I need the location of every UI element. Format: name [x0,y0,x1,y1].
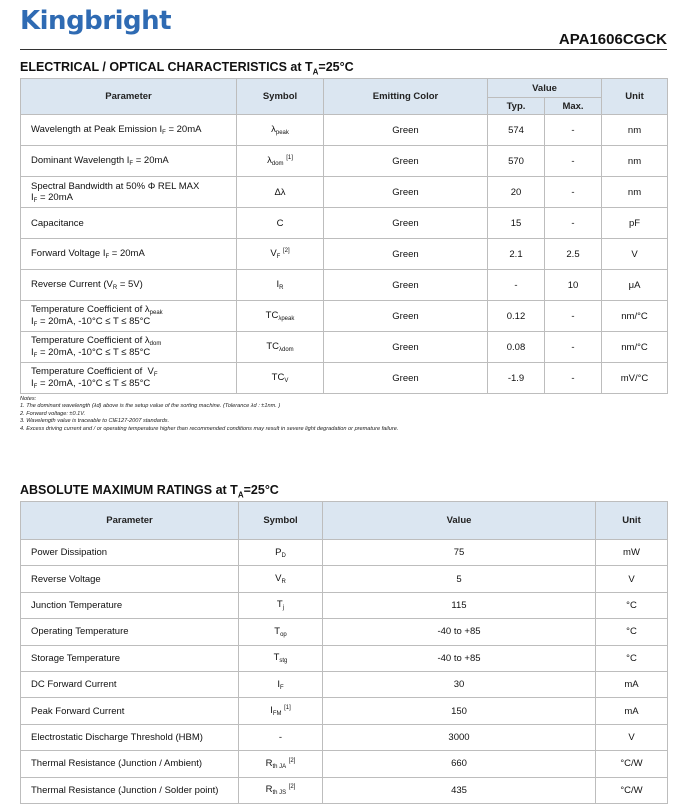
color-cell: Green [324,115,488,146]
unit-cell: mV/°C [602,363,668,394]
max-cell: 10 [545,270,602,301]
value-cell: 5 [323,566,596,592]
symbol-cell: $T_{op}$ [239,619,323,645]
col-header-value: Value [488,79,602,98]
note-item: 4. Excess driving current and / or operating temperature higher than recommended conditions may result in severe light degradation or premature failure. [20,425,399,432]
max-cell: - [545,208,602,239]
table-row [21,566,668,592]
unit-cell: V [596,724,668,750]
max-cell: - [545,177,602,208]
param-cell: DC Forward Current [21,671,239,697]
typ-cell: 15 [488,208,545,239]
color-cell: Green [324,146,488,177]
param-cell: Thermal Resistance (Junction / Solder point) [21,777,239,803]
part-number: APA1606CGCK [558,31,667,48]
max-cell: - [545,332,602,363]
notes-title: Notes: [20,396,37,402]
absolute-max-ratings-table [20,501,668,804]
symbol-cell: $R_{th JA}$ [2] [239,751,323,777]
unit-cell: V [596,566,668,592]
col-header-parameter: Parameter [21,502,239,540]
param-cell: Temperature Coefficient of $\lambda_{dom}$ $I_F = 20mA$, -10°C ≤ T ≤ 85°C [21,332,237,363]
value-cell: -40 to +85 [323,619,596,645]
value-cell: 30 [323,671,596,697]
symbol-cell: $T_j$ [239,592,323,618]
param-cell: Thermal Resistance (Junction / Ambient) [21,751,239,777]
typ-cell: - [488,270,545,301]
table-row [21,301,668,332]
col-header-symbol: Symbol [237,79,324,115]
symbol-cell: $P_D$ [239,540,323,566]
symbol-cell: - [239,724,323,750]
symbol-cell: $TC_{\lambda dom}$ [237,332,324,363]
symbol-cell: $I_F$ [239,671,323,697]
unit-cell: mA [596,671,668,697]
table-row [21,592,668,618]
symbol-cell: $T_{stg}$ [239,645,323,671]
table-row [21,671,668,697]
table-row [21,751,668,777]
col-header-unit: Unit [596,502,668,540]
color-cell: Green [324,363,488,394]
symbol-cell: $TC_V$ [237,363,324,394]
symbol-cell: $R_{th JS}$ [2] [239,777,323,803]
table-row [21,115,668,146]
param-cell: Wavelength at Peak Emission $I_F = 20mA$ [21,115,237,146]
symbol-cell: $TC_{\lambda peak}$ [237,301,324,332]
param-cell: Temperature Coefficient of $\lambda_{peak}$ $I_F = 20mA$, -10°C ≤ T ≤ 85°C [21,301,237,332]
value-cell: 115 [323,592,596,618]
unit-cell: nm [602,146,668,177]
typ-cell: 570 [488,146,545,177]
value-cell: 660 [323,751,596,777]
value-cell: 150 [323,698,596,724]
col-header-symbol: Symbol [239,502,323,540]
unit-cell: μA [602,270,668,301]
note-item: 3. Wavelength value is traceable to CIE127-2007 standards. [20,418,170,425]
param-cell: Storage Temperature [21,645,239,671]
param-cell: Capacitance [21,208,237,239]
unit-cell: V [602,239,668,270]
col-header-max: Max. [545,98,602,115]
unit-cell: °C [596,592,668,618]
max-cell: - [545,301,602,332]
color-cell: Green [324,208,488,239]
symbol-cell: Δλ [237,177,324,208]
param-cell: Power Dissipation [21,540,239,566]
section-title-absolute-max: ABSOLUTE MAXIMUM RATINGS at $T_A=25^\circ C$ [20,483,279,500]
unit-cell: nm [602,177,668,208]
value-cell: 3000 [323,724,596,750]
value-cell: 435 [323,777,596,803]
section-title-electrical: ELECTRICAL / OPTICAL CHARACTERISTICS at $T_A=25^\circ C$ [20,60,354,77]
table-row [21,208,668,239]
symbol-cell: $\lambda_{peak}$ [237,115,324,146]
param-cell: Junction Temperature [21,592,239,618]
brand-logo: Kingbright [20,6,172,36]
param-cell: Peak Forward Current [21,698,239,724]
table-row [21,777,668,803]
table-row [21,724,668,750]
param-cell: Reverse Voltage [21,566,239,592]
electrical-characteristics-table [20,78,668,394]
color-cell: Green [324,332,488,363]
table-row [21,619,668,645]
table-row [21,363,668,394]
max-cell: - [545,115,602,146]
param-cell: Spectral Bandwidth at 50% Φ REL MAX $I_F = 20mA$ [21,177,237,208]
unit-cell: nm [602,115,668,146]
col-header-unit: Unit [602,79,668,115]
typ-cell: 0.08 [488,332,545,363]
table-row [21,270,668,301]
typ-cell: -1.9 [488,363,545,394]
max-cell: 2.5 [545,239,602,270]
color-cell: Green [324,239,488,270]
table-row [21,645,668,671]
table-row [21,540,668,566]
max-cell: - [545,146,602,177]
unit-cell: nm/°C [602,332,668,363]
typ-cell: 0.12 [488,301,545,332]
param-cell: Electrostatic Discharge Threshold (HBM) [21,724,239,750]
symbol-cell: C [237,208,324,239]
value-cell: 75 [323,540,596,566]
param-cell: Dominant Wavelength $I_F = 20mA$ [21,146,237,177]
unit-cell: °C/W [596,751,668,777]
typ-cell: 20 [488,177,545,208]
unit-cell: °C/W [596,777,668,803]
unit-cell: mW [596,540,668,566]
note-item: 2. Forward voltage: ±0.1V. [20,410,86,417]
symbol-cell: $I_R$ [237,270,324,301]
table-row [21,177,668,208]
unit-cell: pF [602,208,668,239]
header-divider [20,49,667,50]
table-row [21,698,668,724]
color-cell: Green [324,301,488,332]
param-cell: Reverse Current $(V_R = 5V)$ [21,270,237,301]
symbol-cell: $V_R$ [239,566,323,592]
color-cell: Green [324,270,488,301]
symbol-cell: $I_{FM}$ [1] [239,698,323,724]
value-cell: -40 to +85 [323,645,596,671]
max-cell: - [545,363,602,394]
typ-cell: 574 [488,115,545,146]
table-row [21,332,668,363]
unit-cell: nm/°C [602,301,668,332]
param-cell: Forward Voltage $I_F = 20mA$ [21,239,237,270]
table-notes [20,396,398,433]
typ-cell: 2.1 [488,239,545,270]
param-cell: Temperature Coefficient of $V_F$ $I_F = 20mA$, -10°C ≤ T ≤ 85°C [21,363,237,394]
table-row [21,239,668,270]
col-header-parameter: Parameter [21,79,237,115]
unit-cell: °C [596,645,668,671]
table-row [21,146,668,177]
color-cell: Green [324,177,488,208]
symbol-cell: $\lambda_{dom}$ [1] [237,146,324,177]
note-item: 1. The dominant wavelength (λd) above is the setup value of the sorting machine. (Tolerance λd : ±1nm. ) [20,403,281,410]
col-header-typ: Typ. [488,98,545,115]
col-header-value: Value [323,502,596,540]
col-header-emitting-color: Emitting Color [324,79,488,115]
param-cell: Operating Temperature [21,619,239,645]
symbol-cell: $V_F$ [2] [237,239,324,270]
unit-cell: mA [596,698,668,724]
unit-cell: °C [596,619,668,645]
